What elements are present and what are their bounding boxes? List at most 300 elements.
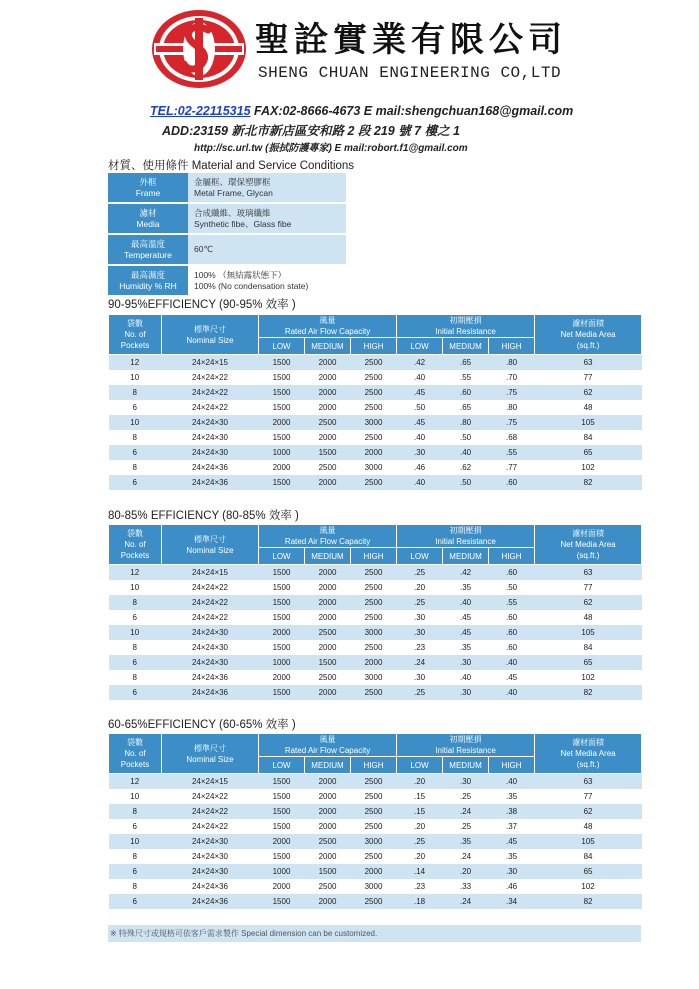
material-row bbox=[108, 234, 346, 265]
table-cell: 2000 bbox=[305, 565, 351, 581]
table-cell: .55 bbox=[489, 445, 535, 460]
table-cell: .60 bbox=[443, 385, 489, 400]
resistance-header: 初期壓損 Initial Resistance bbox=[397, 315, 535, 338]
table-cell: 24×24×22 bbox=[162, 610, 259, 625]
table-cell: 1500 bbox=[259, 819, 305, 834]
table-cell: .60 bbox=[489, 640, 535, 655]
table-cell: 24×24×36 bbox=[162, 879, 259, 894]
table-cell: 12 bbox=[109, 565, 162, 581]
table-cell: 10 bbox=[109, 580, 162, 595]
table-cell: .18 bbox=[397, 894, 443, 909]
table-cell: 6 bbox=[109, 655, 162, 670]
header-row bbox=[109, 734, 642, 757]
nominal-size-header: 標準尺寸 Nominal Size bbox=[162, 525, 259, 565]
table-cell: .30 bbox=[397, 670, 443, 685]
table-cell: 12 bbox=[109, 774, 162, 790]
table-cell: 8 bbox=[109, 430, 162, 445]
table-cell: 3000 bbox=[351, 834, 397, 849]
contact-line-address: ADD:23159 新北市新店區安和路 2 段 219 號 7 樓之 1 bbox=[162, 124, 460, 138]
table-row bbox=[109, 610, 642, 625]
table-cell: 10 bbox=[109, 415, 162, 430]
material-key: 最高濕度 Humidity % RH bbox=[108, 265, 188, 296]
table-cell: .42 bbox=[443, 565, 489, 581]
table-row bbox=[109, 475, 642, 490]
table-cell: 65 bbox=[535, 864, 642, 879]
table-cell: .30 bbox=[443, 685, 489, 700]
table-cell: .34 bbox=[489, 894, 535, 909]
table-cell: 24×24×22 bbox=[162, 400, 259, 415]
table-cell: .80 bbox=[489, 400, 535, 415]
table-cell: 82 bbox=[535, 685, 642, 700]
table-cell: 102 bbox=[535, 460, 642, 475]
table-cell: 6 bbox=[109, 400, 162, 415]
table-cell: 84 bbox=[535, 849, 642, 864]
table-cell: .24 bbox=[443, 894, 489, 909]
table-cell: 2000 bbox=[259, 415, 305, 430]
table-cell: 1500 bbox=[259, 595, 305, 610]
table-cell: 105 bbox=[535, 625, 642, 640]
table-cell: .40 bbox=[489, 774, 535, 790]
table-cell: 6 bbox=[109, 610, 162, 625]
table-cell: 2000 bbox=[351, 445, 397, 460]
table-cell: 77 bbox=[535, 580, 642, 595]
table-cell: 105 bbox=[535, 834, 642, 849]
table-cell: 1000 bbox=[259, 864, 305, 879]
resistance-high-header: HIGH bbox=[489, 548, 535, 565]
nominal-size-header: 標準尺寸 Nominal Size bbox=[162, 315, 259, 355]
airflow-header: 風量 Rated Air Flow Capacity bbox=[259, 525, 397, 548]
resistance-medium-header: MEDIUM bbox=[443, 548, 489, 565]
table-cell: 10 bbox=[109, 834, 162, 849]
table-cell: .45 bbox=[397, 385, 443, 400]
table-cell: 48 bbox=[535, 400, 642, 415]
table-cell: .25 bbox=[397, 685, 443, 700]
material-value: 合成纖維、玻璃纖維 Synthetic fibe、Glass fibe bbox=[188, 203, 346, 234]
table-cell: 8 bbox=[109, 385, 162, 400]
table-cell: 1500 bbox=[259, 685, 305, 700]
table-cell: 2000 bbox=[305, 685, 351, 700]
table-cell: 2000 bbox=[305, 430, 351, 445]
fax-email-text: FAX:02-8666-4673 E mail:shengchuan168@gmail.com bbox=[250, 104, 574, 118]
table-cell: .23 bbox=[397, 879, 443, 894]
table-cell: 63 bbox=[535, 355, 642, 371]
table-cell: 2000 bbox=[259, 670, 305, 685]
table-cell: 2500 bbox=[351, 819, 397, 834]
resistance-header: 初期壓損 Initial Resistance bbox=[397, 525, 535, 548]
table-cell: 82 bbox=[535, 475, 642, 490]
table-cell: .20 bbox=[397, 580, 443, 595]
table-cell: 2000 bbox=[351, 864, 397, 879]
table-cell: 6 bbox=[109, 475, 162, 490]
table-cell: 2000 bbox=[259, 879, 305, 894]
table-cell: .45 bbox=[443, 610, 489, 625]
table-row bbox=[109, 804, 642, 819]
table-row bbox=[109, 625, 642, 640]
table-cell: 2000 bbox=[305, 595, 351, 610]
table-cell: 2500 bbox=[351, 580, 397, 595]
table-cell: .20 bbox=[397, 819, 443, 834]
table-cell: 2000 bbox=[351, 655, 397, 670]
table-cell: .45 bbox=[397, 415, 443, 430]
table-cell: 3000 bbox=[351, 625, 397, 640]
table-cell: 8 bbox=[109, 849, 162, 864]
table-cell: 1500 bbox=[259, 565, 305, 581]
resistance-low-header: LOW bbox=[397, 757, 443, 774]
table-cell: 2500 bbox=[351, 370, 397, 385]
table-cell: 1500 bbox=[259, 355, 305, 371]
table-cell: 1500 bbox=[259, 789, 305, 804]
table-cell: 77 bbox=[535, 789, 642, 804]
material-value: 金屬框、環保塑膠框 Metal Frame, Glycan bbox=[188, 173, 346, 203]
table-cell: 2500 bbox=[305, 670, 351, 685]
footnote: ※ 特殊尺寸或規格可依客戶需求製作 Special dimension can be customized. bbox=[108, 925, 641, 942]
table-cell: .35 bbox=[489, 789, 535, 804]
header-row bbox=[109, 315, 642, 338]
table-cell: 10 bbox=[109, 625, 162, 640]
material-key: 最高溫度 Temperature bbox=[108, 234, 188, 265]
table-row bbox=[109, 565, 642, 581]
table-cell: 8 bbox=[109, 670, 162, 685]
table-cell: 6 bbox=[109, 445, 162, 460]
table-cell: .35 bbox=[443, 580, 489, 595]
table-cell: 1500 bbox=[259, 894, 305, 909]
table-cell: 2000 bbox=[305, 475, 351, 490]
table-row bbox=[109, 415, 642, 430]
table-cell: 6 bbox=[109, 864, 162, 879]
table-cell: .30 bbox=[397, 610, 443, 625]
table-row bbox=[109, 355, 642, 371]
airflow-high-header: HIGH bbox=[351, 338, 397, 355]
table-cell: 2000 bbox=[305, 370, 351, 385]
table-cell: .25 bbox=[443, 789, 489, 804]
table-row bbox=[109, 385, 642, 400]
table-cell: 2000 bbox=[305, 819, 351, 834]
table-cell: .46 bbox=[489, 879, 535, 894]
table-row bbox=[109, 445, 642, 460]
table-cell: .50 bbox=[397, 400, 443, 415]
table-cell: .25 bbox=[397, 595, 443, 610]
table-cell: .50 bbox=[443, 475, 489, 490]
table-cell: 2500 bbox=[351, 430, 397, 445]
table-cell: 1500 bbox=[259, 640, 305, 655]
table-cell: 84 bbox=[535, 430, 642, 445]
table-cell: .25 bbox=[397, 834, 443, 849]
company-header bbox=[150, 8, 690, 90]
header-row bbox=[109, 525, 642, 548]
materials-title: 材質、使用條件 Material and Service Conditions bbox=[108, 160, 355, 172]
phone-link[interactable]: TEL:02-22115315 bbox=[150, 104, 251, 118]
material-row bbox=[108, 203, 346, 234]
pockets-header: 袋數 No. of Pockets bbox=[109, 734, 162, 774]
table-cell: .35 bbox=[443, 640, 489, 655]
table-cell: 1500 bbox=[259, 580, 305, 595]
table-cell: 6 bbox=[109, 819, 162, 834]
table-cell: .60 bbox=[489, 565, 535, 581]
table-cell: .40 bbox=[397, 475, 443, 490]
table-row bbox=[109, 879, 642, 894]
resistance-header: 初期壓損 Initial Resistance bbox=[397, 734, 535, 757]
table-cell: .80 bbox=[443, 415, 489, 430]
table-cell: .68 bbox=[489, 430, 535, 445]
table-cell: 2500 bbox=[351, 565, 397, 581]
table-cell: .35 bbox=[443, 834, 489, 849]
table-cell: 8 bbox=[109, 640, 162, 655]
table-cell: 8 bbox=[109, 804, 162, 819]
table-cell: 62 bbox=[535, 804, 642, 819]
table-cell: .40 bbox=[443, 445, 489, 460]
table-cell: 2000 bbox=[305, 400, 351, 415]
table-cell: 1500 bbox=[259, 430, 305, 445]
table-cell: 6 bbox=[109, 685, 162, 700]
table-row bbox=[109, 370, 642, 385]
table-cell: .46 bbox=[397, 460, 443, 475]
media-area-header: 濾材面積 Net Media Area (sq.ft.) bbox=[535, 734, 642, 774]
table-cell: 24×24×30 bbox=[162, 445, 259, 460]
table-row bbox=[109, 819, 642, 834]
resistance-medium-header: MEDIUM bbox=[443, 757, 489, 774]
table-cell: 2500 bbox=[351, 400, 397, 415]
table-cell: 24×24×36 bbox=[162, 670, 259, 685]
table-cell: 2000 bbox=[305, 580, 351, 595]
table-cell: 3000 bbox=[351, 670, 397, 685]
table-cell: .50 bbox=[489, 580, 535, 595]
table-cell: 24×24×30 bbox=[162, 834, 259, 849]
material-key: 濾材 Media bbox=[108, 203, 188, 234]
spec-table-60 bbox=[108, 733, 642, 909]
table-cell: 24×24×30 bbox=[162, 430, 259, 445]
table-cell: 2500 bbox=[305, 415, 351, 430]
table-row bbox=[109, 670, 642, 685]
table-cell: 2500 bbox=[305, 879, 351, 894]
table-cell: 48 bbox=[535, 610, 642, 625]
table-cell: 2000 bbox=[305, 610, 351, 625]
table-cell: .20 bbox=[397, 774, 443, 790]
table-cell: .42 bbox=[397, 355, 443, 371]
table-cell: 1000 bbox=[259, 655, 305, 670]
table-cell: .40 bbox=[489, 685, 535, 700]
table-cell: 24×24×22 bbox=[162, 804, 259, 819]
table-cell: .15 bbox=[397, 804, 443, 819]
table-cell: 2500 bbox=[351, 685, 397, 700]
table-cell: 2500 bbox=[351, 355, 397, 371]
table-cell: 2000 bbox=[305, 355, 351, 371]
table-cell: 82 bbox=[535, 894, 642, 909]
table-cell: 62 bbox=[535, 385, 642, 400]
table-cell: 24×24×36 bbox=[162, 685, 259, 700]
table-cell: 24×24×22 bbox=[162, 370, 259, 385]
table-cell: .75 bbox=[489, 385, 535, 400]
table-cell: 24×24×30 bbox=[162, 655, 259, 670]
table-cell: 65 bbox=[535, 445, 642, 460]
airflow-medium-header: MEDIUM bbox=[305, 757, 351, 774]
table-cell: .30 bbox=[397, 445, 443, 460]
table-row bbox=[109, 655, 642, 670]
table-row bbox=[109, 460, 642, 475]
table-cell: .30 bbox=[397, 625, 443, 640]
table-cell: 24×24×22 bbox=[162, 819, 259, 834]
table-cell: 2500 bbox=[351, 640, 397, 655]
table-cell: .70 bbox=[489, 370, 535, 385]
table-cell: 24×24×36 bbox=[162, 894, 259, 909]
table-cell: 3000 bbox=[351, 460, 397, 475]
airflow-low-header: LOW bbox=[259, 338, 305, 355]
resistance-high-header: HIGH bbox=[489, 757, 535, 774]
table-cell: .45 bbox=[489, 670, 535, 685]
table-title-60: 60-65%EFFICIENCY (60-65% 效率 ) bbox=[108, 719, 296, 731]
pockets-header: 袋數 No. of Pockets bbox=[109, 525, 162, 565]
table-cell: .30 bbox=[443, 655, 489, 670]
table-cell: 2500 bbox=[351, 385, 397, 400]
table-cell: 2000 bbox=[259, 625, 305, 640]
table-cell: 1500 bbox=[259, 849, 305, 864]
table-cell: 2500 bbox=[351, 595, 397, 610]
nominal-size-header: 標準尺寸 Nominal Size bbox=[162, 734, 259, 774]
table-row bbox=[109, 580, 642, 595]
table-cell: 2000 bbox=[305, 849, 351, 864]
table-cell: .62 bbox=[443, 460, 489, 475]
table-cell: 24×24×22 bbox=[162, 580, 259, 595]
table-cell: 1500 bbox=[259, 385, 305, 400]
table-cell: .25 bbox=[443, 819, 489, 834]
table-cell: .40 bbox=[397, 370, 443, 385]
table-row bbox=[109, 400, 642, 415]
table-cell: .45 bbox=[443, 625, 489, 640]
table-row bbox=[109, 864, 642, 879]
table-cell: 2500 bbox=[305, 834, 351, 849]
table-cell: 2500 bbox=[351, 894, 397, 909]
table-cell: .80 bbox=[489, 355, 535, 371]
table-cell: 24×24×22 bbox=[162, 595, 259, 610]
table-cell: 2000 bbox=[305, 789, 351, 804]
table-cell: .60 bbox=[489, 625, 535, 640]
resistance-high-header: HIGH bbox=[489, 338, 535, 355]
airflow-header: 風量 Rated Air Flow Capacity bbox=[259, 315, 397, 338]
table-cell: 8 bbox=[109, 460, 162, 475]
table-cell: 24×24×22 bbox=[162, 789, 259, 804]
table-cell: 1500 bbox=[305, 445, 351, 460]
table-cell: .24 bbox=[397, 655, 443, 670]
table-cell: 2000 bbox=[305, 774, 351, 790]
airflow-medium-header: MEDIUM bbox=[305, 338, 351, 355]
table-cell: 1500 bbox=[259, 475, 305, 490]
table-cell: .65 bbox=[443, 400, 489, 415]
airflow-medium-header: MEDIUM bbox=[305, 548, 351, 565]
table-cell: 2500 bbox=[305, 460, 351, 475]
table-cell: 24×24×15 bbox=[162, 774, 259, 790]
table-cell: .45 bbox=[489, 834, 535, 849]
table-cell: 2000 bbox=[305, 385, 351, 400]
table-row bbox=[109, 849, 642, 864]
table-cell: 2500 bbox=[351, 610, 397, 625]
table-cell: 2500 bbox=[351, 849, 397, 864]
table-cell: 2500 bbox=[351, 789, 397, 804]
table-cell: 10 bbox=[109, 370, 162, 385]
contact-line-phone bbox=[150, 104, 699, 118]
pockets-header: 袋數 No. of Pockets bbox=[109, 315, 162, 355]
spec-table-90 bbox=[108, 314, 642, 490]
table-cell: .50 bbox=[443, 430, 489, 445]
table-cell: .30 bbox=[443, 774, 489, 790]
table-row bbox=[109, 834, 642, 849]
airflow-high-header: HIGH bbox=[351, 757, 397, 774]
table-row bbox=[109, 640, 642, 655]
table-cell: .65 bbox=[443, 355, 489, 371]
table-cell: .40 bbox=[443, 595, 489, 610]
table-cell: 1500 bbox=[259, 610, 305, 625]
material-row bbox=[108, 173, 346, 203]
resistance-low-header: LOW bbox=[397, 338, 443, 355]
table-cell: .24 bbox=[443, 804, 489, 819]
table-cell: 24×24×15 bbox=[162, 565, 259, 581]
table-cell: .40 bbox=[443, 670, 489, 685]
table-cell: .37 bbox=[489, 819, 535, 834]
table-cell: 24×24×15 bbox=[162, 355, 259, 371]
table-cell: 102 bbox=[535, 879, 642, 894]
table-cell: 6 bbox=[109, 894, 162, 909]
table-cell: .20 bbox=[443, 864, 489, 879]
table-cell: .20 bbox=[397, 849, 443, 864]
table-cell: 3000 bbox=[351, 879, 397, 894]
table-cell: 10 bbox=[109, 789, 162, 804]
table-cell: 1500 bbox=[305, 655, 351, 670]
contact-line-website: http://sc.url.tw (振拭防護專家) E mail:robort.f1@gmail.com bbox=[194, 143, 468, 154]
table-cell: 24×24×22 bbox=[162, 385, 259, 400]
table-cell: 63 bbox=[535, 565, 642, 581]
table-cell: 24×24×30 bbox=[162, 864, 259, 879]
table-cell: 8 bbox=[109, 879, 162, 894]
table-cell: 77 bbox=[535, 370, 642, 385]
table-cell: .15 bbox=[397, 789, 443, 804]
table-cell: 2000 bbox=[305, 894, 351, 909]
table-cell: 102 bbox=[535, 670, 642, 685]
table-cell: .24 bbox=[443, 849, 489, 864]
table-title-90: 90-95%EFFICIENCY (90-95% 效率 ) bbox=[108, 299, 296, 311]
table-cell: 65 bbox=[535, 655, 642, 670]
table-cell: .33 bbox=[443, 879, 489, 894]
table-row bbox=[109, 789, 642, 804]
table-cell: 63 bbox=[535, 774, 642, 790]
table-cell: 2000 bbox=[305, 640, 351, 655]
table-cell: .30 bbox=[489, 864, 535, 879]
table-cell: 1500 bbox=[259, 774, 305, 790]
media-area-header: 濾材面積 Net Media Area (sq.ft.) bbox=[535, 525, 642, 565]
table-cell: 24×24×36 bbox=[162, 460, 259, 475]
table-cell: 24×24×30 bbox=[162, 640, 259, 655]
table-title-80: 80-85% EFFICIENCY (80-85% 效率 ) bbox=[108, 510, 299, 522]
table-cell: .60 bbox=[489, 610, 535, 625]
table-cell: .23 bbox=[397, 640, 443, 655]
airflow-high-header: HIGH bbox=[351, 548, 397, 565]
media-area-header: 濾材面積 Net Media Area (sq.ft.) bbox=[535, 315, 642, 355]
table-cell: 24×24×36 bbox=[162, 475, 259, 490]
table-cell: .55 bbox=[443, 370, 489, 385]
table-cell: 1500 bbox=[259, 370, 305, 385]
table-cell: 2500 bbox=[351, 475, 397, 490]
table-cell: 48 bbox=[535, 819, 642, 834]
table-cell: 2000 bbox=[259, 834, 305, 849]
airflow-low-header: LOW bbox=[259, 757, 305, 774]
company-name-chinese: 聖詮實業有限公司 bbox=[255, 20, 567, 60]
table-cell: 2500 bbox=[351, 804, 397, 819]
table-cell: 62 bbox=[535, 595, 642, 610]
table-cell: 2000 bbox=[305, 804, 351, 819]
material-value: 60℃ bbox=[188, 234, 346, 265]
table-cell: .35 bbox=[489, 849, 535, 864]
company-logo-icon bbox=[150, 8, 248, 90]
resistance-medium-header: MEDIUM bbox=[443, 338, 489, 355]
table-cell: 8 bbox=[109, 595, 162, 610]
table-cell: 1500 bbox=[305, 864, 351, 879]
